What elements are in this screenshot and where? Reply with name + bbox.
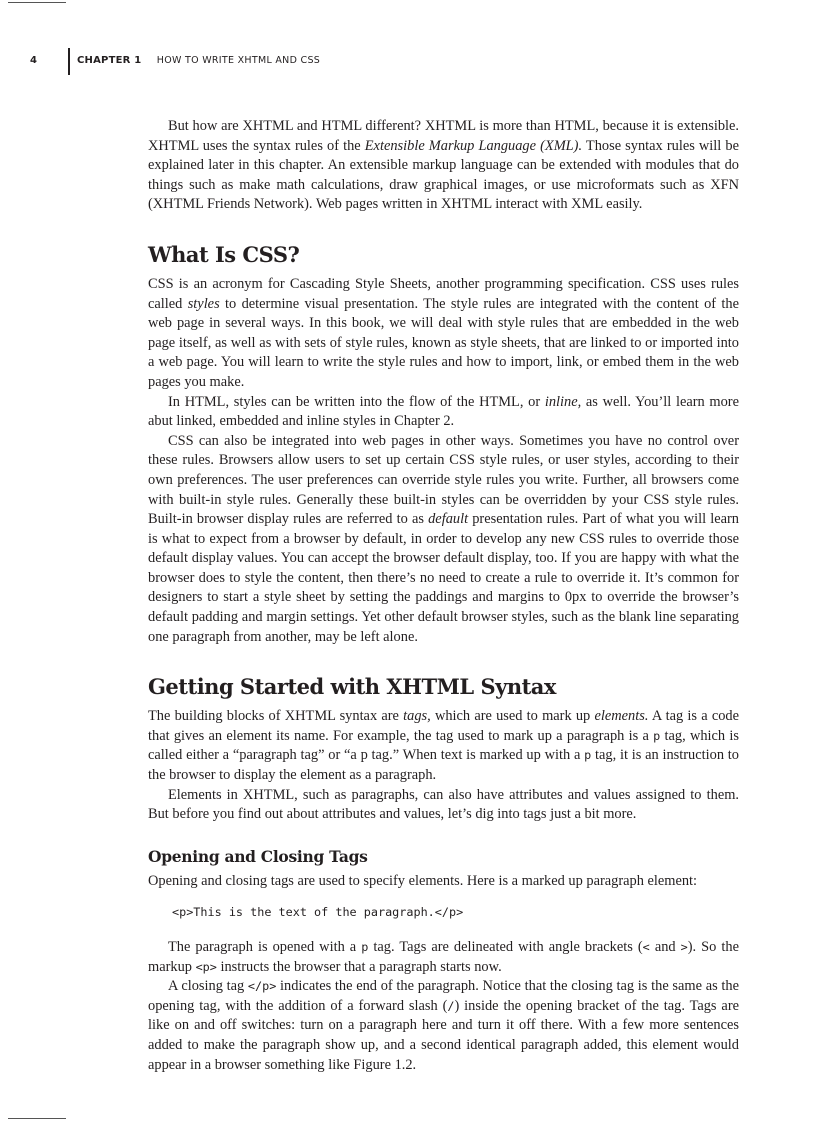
header-divider [68,48,70,75]
css-paragraph-1: CSS is an acronym for Cascading Style Sheets, another programming specification. CSS uses rules called styles to determine visual presentation. The style rules are integrated with the content of the web page in several ways. In this book, we will deal with style rules that are embedded in the web page itself, as well as with sets of style rules, known as style sheets, that are linked to or imported into a web page. You will learn to write the style rules and how to import, link, or embed them in the web pages you make. [148,275,739,390]
tags-paragraph-3: A closing tag </p> indicates the end of the paragraph. Notice that the closing tag is the same as the opening tag, with the addition of a forward slash (/) inside the opening bracket of the tag. Tags are like on and off switches: turn on a paragraph here and turn it off there. With a few more sentences added to make the paragraph show up, and a second identical paragraph added, this element would appear in a browser something like Figure 1.2. [148,978,739,1073]
page-number: 4 [30,55,37,66]
syntax-paragraph-1: The building blocks of XHTML syntax are tags, which are used to mark up elements. A tag is a code that gives an element its name. For example, the tag used to mark up a paragraph is a p tag, which is called either a “paragraph tag” or “a p tag.” When text is marked up with a p tag, it is an instruction to the browser to display the element as a paragraph. [148,708,740,784]
page-body [148,117,739,1075]
css-paragraph-3: CSS can also be integrated into web pages in other ways. Sometimes you have no control over these rules. Browsers allow users to set up certain CSS style rules, or user styles, according to their own preferences. The user preferences can override style rules you write. Further, all browsers come with built-in style rules. Generally these built-in styles can be overridden by your CSS style rules. Built-in browser display rules are referred to as default presentation rules. Part of what you will learn is what to expect from a browser by default, in order to develop any new CSS rules to override those default display values. You can accept the browser default display, too. If you are happy with what the browser does to style the content, then there’s no need to create a rule to override it. It’s common for designers to start a style sheet by setting the paddings and margins to 0px to override the browser’s default padding and margin settings. Yet other default browser styles, such as the blank line separating one paragraph from another, may be left alone. [148,432,740,645]
syntax-paragraph-2: Elements in XHTML, such as paragraphs, can also have attributes and values assigned to them. But before you find out about attributes and values, let’s dig into tags just a bit more. [148,786,739,823]
chapter-label: CHAPTER 1 [77,55,142,66]
intro-paragraph: But how are XHTML and HTML different? XHTML is more than HTML, because it is extensible. XHTML uses the syntax rules of the Extensible Markup Language (XML). Those syntax rules will be explained later in this chapter. An extensible markup language can be extended with modules that do things such as make math calculations, draw graphical images, or use microformats such as XFN (XHTML Friends Network). Web pages written in XHTML interact with XML easily. [148,118,739,213]
code-example: <p>This is the text of the paragraph.</p> [172,905,464,920]
tags-paragraph-1: Opening and closing tags are used to specify elements. Here is a marked up paragraph element: [148,872,698,889]
running-header [0,48,816,76]
crop-mark-top [8,2,66,3]
css-paragraph-2: In HTML, styles can be written into the flow of the HTML, or inline, as well. You’ll learn more abut linked, embedded and inline styles in Chapter 2. [148,393,739,430]
subsection-heading-tags: Opening and Closing Tags [148,846,368,866]
chapter-title: HOW TO WRITE XHTML AND CSS [156,55,321,66]
section-heading-xhtml-syntax: Getting Started with XHTML Syntax [148,674,556,700]
tags-paragraph-2: The paragraph is opened with a p tag. Tags are delineated with angle brackets (< and >). So the markup <p> instructs the browser that a paragraph starts now. [148,939,739,975]
chapter-heading [77,55,320,66]
crop-mark-bottom [8,1118,66,1119]
section-heading-what-is-css: What Is CSS? [148,241,300,267]
